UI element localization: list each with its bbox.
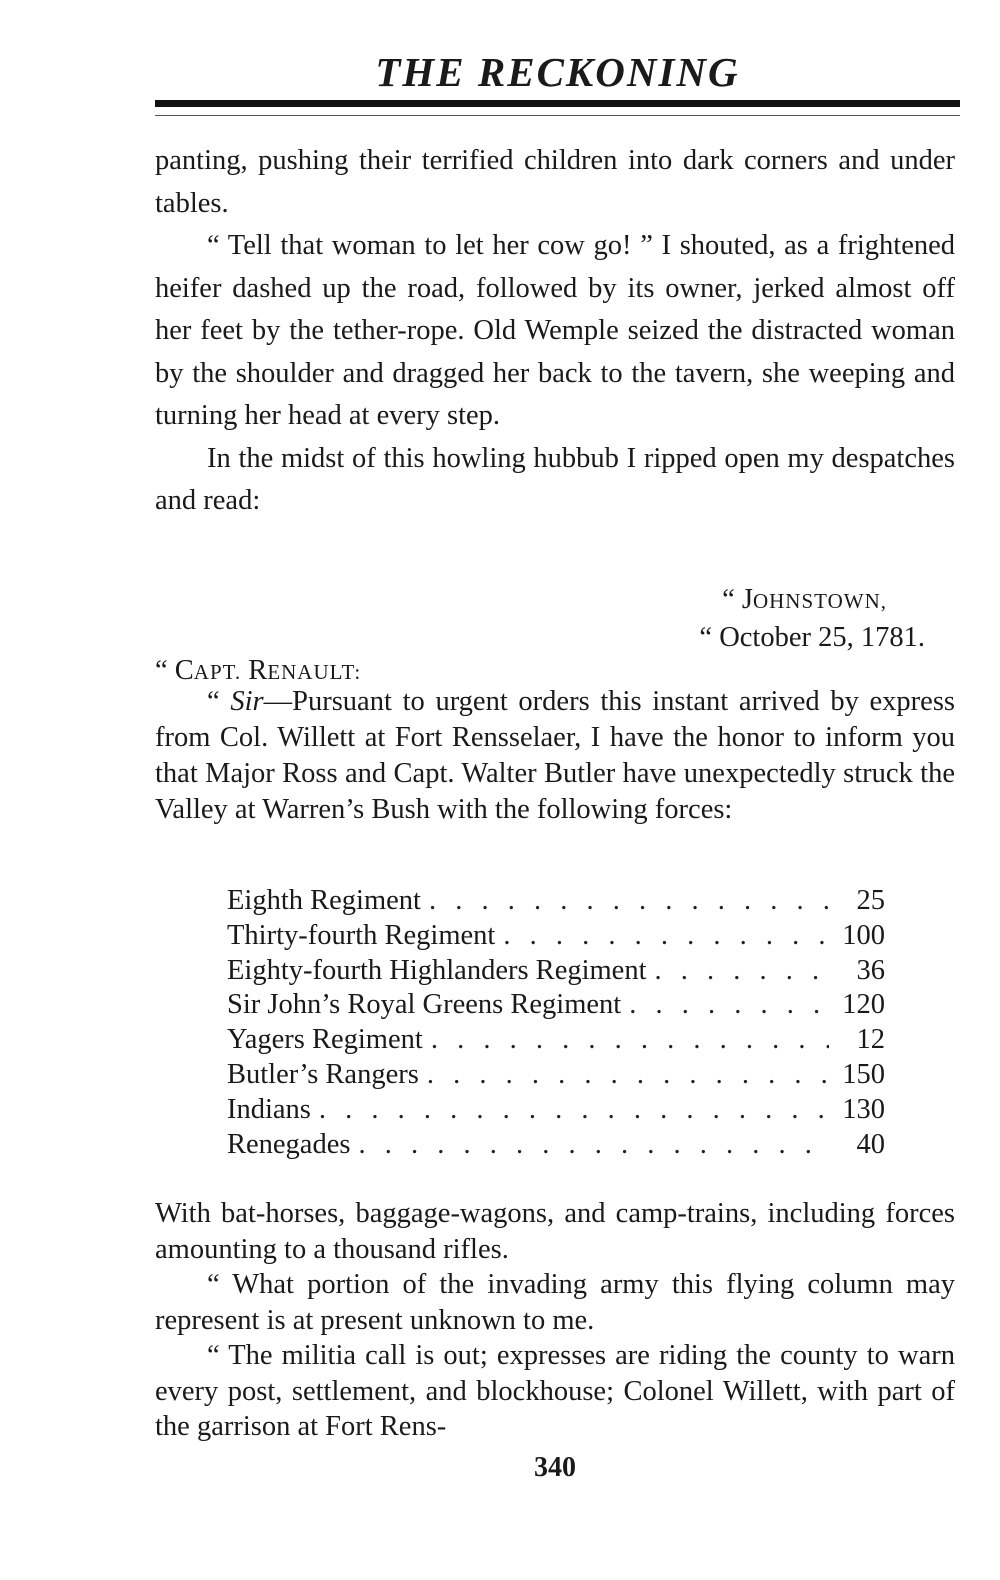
leader-dots (423, 1023, 829, 1058)
forces-table (227, 884, 885, 1162)
header-rule-thin (155, 115, 960, 116)
forces-row: Renegades . . . 40 (227, 1128, 885, 1163)
paragraph-3: In the midst of this howling hubbub I ripped open my despatches and read: (155, 442, 955, 516)
leader-dots (419, 1058, 829, 1093)
forces-row: Thirty-fourth Regiment . . . 100 (227, 919, 885, 954)
sir-italic: Sir (230, 686, 264, 717)
paragraph-6: “ The militia call is out; expresses are riding the county to warn every post, settlement, and blockhouse; Colonel Willett, with part of the garrison at Fort Rens- (155, 1340, 955, 1442)
paragraph-1: panting, pushing their terrified children into dark corners and under tables. (155, 145, 955, 219)
leader-dots (311, 1093, 829, 1128)
header-rule-thick (155, 100, 960, 107)
paragraph-2: “ Tell that woman to let her cow go! ” I shouted, as a frightened heifer dashed up the road, followed by its owner, jerked almost off her feet by the tether-rope. Old Wemple seized the distracted woman by the shoulder and dragged her back to the tavern, she weeping and turning her head at every step. (155, 230, 955, 431)
salutation: “ CAPT. RENAULT: (155, 655, 362, 686)
running-head: THE RECKONING (375, 49, 740, 95)
forces-row: Butler’s Rangers . . . 150 (227, 1058, 885, 1093)
leader-dots (421, 884, 829, 919)
paragraph-5: “ What portion of the invading army this flying column may represent is at present unknown to me. (155, 1269, 955, 1336)
opening-paragraphs (155, 140, 955, 523)
leader-dots (647, 954, 830, 989)
forces-row: Eighth Regiment . . . 25 (227, 884, 885, 919)
leader-dots (350, 1128, 829, 1163)
leader-dots (621, 988, 829, 1023)
letter-body (155, 684, 955, 828)
paragraph-4: With bat-horses, baggage-wagons, and camp-trains, including forces amounting to a thousand rifles. (155, 1198, 955, 1265)
dateline-date: “ October 25, 1781. (699, 622, 925, 653)
dateline-place: “ JOHNSTOWN, (722, 584, 887, 615)
closing-paragraphs (155, 1196, 955, 1445)
page-number: 340 (534, 1452, 576, 1483)
leader-dots (495, 919, 829, 954)
forces-row: Eighty-fourth Highlanders Regiment . . . 36 (227, 954, 885, 989)
forces-row: Indians . . . 130 (227, 1093, 885, 1128)
forces-row: Yagers Regiment . . . 12 (227, 1023, 885, 1058)
letter-paragraph: “ Sir—Pursuant to urgent orders this instant arrived by express from Col. Willett at Fort Rensselaer, I have the honor to inform you that Major Ross and Capt. Walter Butler have unexpectedly struck the Valley at Warren’s Bush with the following forces: (155, 686, 956, 825)
forces-row: Sir John’s Royal Greens Regiment . . . 120 (227, 988, 885, 1023)
